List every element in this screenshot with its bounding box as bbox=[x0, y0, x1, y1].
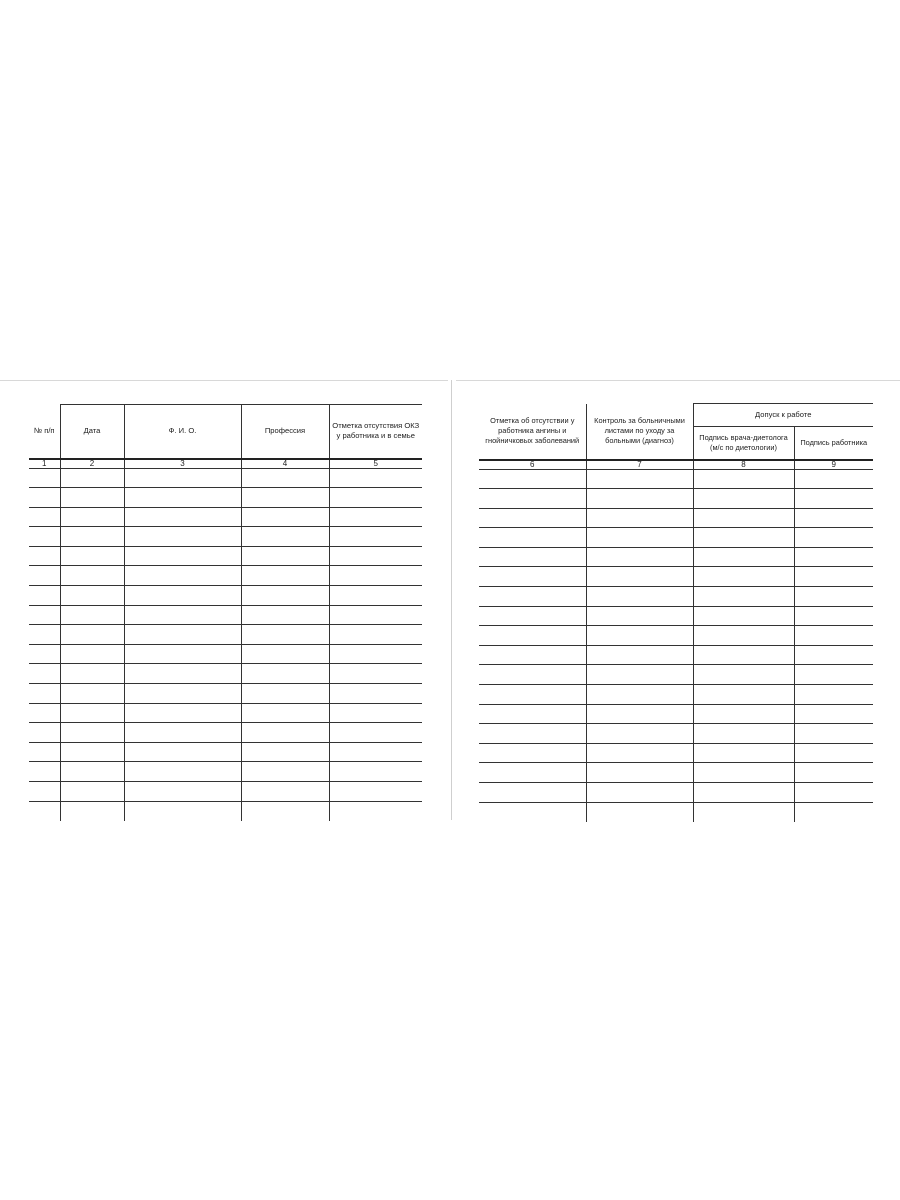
blank-cell bbox=[586, 665, 693, 685]
table-row bbox=[29, 468, 422, 488]
blank-cell bbox=[60, 507, 124, 527]
table-row bbox=[479, 508, 873, 528]
blank-cell bbox=[60, 782, 124, 802]
left-table-body bbox=[29, 468, 422, 821]
blank-cell bbox=[60, 546, 124, 566]
blank-cell bbox=[241, 782, 329, 802]
right-page-edge bbox=[456, 380, 900, 381]
blank-cell bbox=[29, 527, 60, 547]
table-row bbox=[29, 703, 422, 723]
blank-cell bbox=[479, 547, 586, 567]
blank-cell bbox=[29, 664, 60, 684]
column-number: 3 bbox=[124, 459, 241, 469]
blank-cell bbox=[241, 488, 329, 508]
blank-cell bbox=[479, 508, 586, 528]
column-number: 2 bbox=[60, 459, 124, 469]
blank-cell bbox=[794, 685, 873, 705]
column-number: 5 bbox=[329, 459, 422, 469]
table-row bbox=[29, 664, 422, 684]
blank-cell bbox=[29, 507, 60, 527]
blank-cell bbox=[794, 567, 873, 587]
blank-cell bbox=[794, 645, 873, 665]
blank-cell bbox=[794, 802, 873, 822]
table-row bbox=[479, 645, 873, 665]
table-row bbox=[29, 762, 422, 782]
blank-cell bbox=[60, 762, 124, 782]
blank-cell bbox=[693, 528, 794, 548]
blank-cell bbox=[29, 605, 60, 625]
header-dietitian-signature: Подпись врача-диетолога (м/с по диетологии) bbox=[693, 427, 794, 460]
blank-cell bbox=[329, 507, 422, 527]
blank-cell bbox=[29, 723, 60, 743]
column-number: 7 bbox=[586, 460, 693, 470]
blank-cell bbox=[693, 724, 794, 744]
left-page-edge bbox=[0, 380, 448, 381]
blank-cell bbox=[479, 587, 586, 607]
header-number: № п/п bbox=[29, 405, 60, 459]
blank-cell bbox=[124, 605, 241, 625]
blank-cell bbox=[329, 723, 422, 743]
blank-cell bbox=[479, 743, 586, 763]
blank-cell bbox=[693, 626, 794, 646]
blank-cell bbox=[29, 703, 60, 723]
blank-cell bbox=[241, 723, 329, 743]
blank-cell bbox=[794, 606, 873, 626]
table-row bbox=[29, 742, 422, 762]
blank-cell bbox=[693, 783, 794, 803]
blank-cell bbox=[329, 625, 422, 645]
header-worker-signature: Подпись работника bbox=[800, 437, 868, 447]
blank-cell bbox=[794, 626, 873, 646]
blank-cell bbox=[586, 724, 693, 744]
table-row bbox=[29, 566, 422, 586]
table-row bbox=[479, 626, 873, 646]
blank-cell bbox=[329, 546, 422, 566]
blank-cell bbox=[479, 685, 586, 705]
blank-cell bbox=[60, 664, 124, 684]
blank-cell bbox=[794, 665, 873, 685]
table-row bbox=[29, 586, 422, 606]
blank-cell bbox=[60, 566, 124, 586]
blank-cell bbox=[124, 801, 241, 821]
blank-cell bbox=[586, 489, 693, 509]
blank-cell bbox=[693, 704, 794, 724]
blank-cell bbox=[586, 508, 693, 528]
blank-cell bbox=[329, 801, 422, 821]
blank-cell bbox=[60, 684, 124, 704]
page-spine bbox=[451, 380, 452, 820]
column-number: 1 bbox=[29, 459, 60, 469]
table-row bbox=[479, 567, 873, 587]
blank-cell bbox=[693, 587, 794, 607]
blank-cell bbox=[479, 724, 586, 744]
blank-cell bbox=[794, 724, 873, 744]
blank-cell bbox=[29, 586, 60, 606]
blank-cell bbox=[329, 664, 422, 684]
blank-cell bbox=[29, 625, 60, 645]
blank-cell bbox=[693, 645, 794, 665]
blank-cell bbox=[241, 644, 329, 664]
table-row bbox=[479, 469, 873, 489]
blank-cell bbox=[693, 685, 794, 705]
header-full-name: Ф. И. О. bbox=[124, 405, 241, 459]
header-sick-leave-control: Контроль за больничными листами по уходу за больными (диагноз) bbox=[586, 404, 693, 460]
blank-cell bbox=[586, 743, 693, 763]
table-row bbox=[29, 507, 422, 527]
blank-cell bbox=[241, 546, 329, 566]
blank-cell bbox=[124, 566, 241, 586]
blank-cell bbox=[794, 547, 873, 567]
table-row bbox=[479, 587, 873, 607]
header-okz-mark: Отметка отсутствия ОКЗ у работника и в семье bbox=[329, 405, 422, 459]
header-profession: Профессия bbox=[241, 405, 329, 459]
blank-cell bbox=[794, 763, 873, 783]
blank-cell bbox=[794, 469, 873, 489]
blank-cell bbox=[693, 567, 794, 587]
blank-cell bbox=[60, 644, 124, 664]
table-row bbox=[29, 723, 422, 743]
blank-cell bbox=[693, 469, 794, 489]
table-row bbox=[479, 606, 873, 626]
table-row bbox=[29, 605, 422, 625]
blank-cell bbox=[329, 644, 422, 664]
blank-cell bbox=[794, 783, 873, 803]
blank-cell bbox=[60, 742, 124, 762]
table-row bbox=[479, 665, 873, 685]
table-row bbox=[29, 684, 422, 704]
right-page-table bbox=[479, 403, 873, 822]
blank-cell bbox=[60, 605, 124, 625]
blank-cell bbox=[586, 547, 693, 567]
table-row bbox=[479, 528, 873, 548]
blank-cell bbox=[29, 566, 60, 586]
header-angina-mark: Отметка об отсутствии у работника ангины и гнойничковых заболеваний bbox=[479, 404, 586, 460]
header-date: Дата bbox=[60, 405, 124, 459]
table-row bbox=[29, 488, 422, 508]
blank-cell bbox=[329, 566, 422, 586]
blank-cell bbox=[60, 586, 124, 606]
column-number: 6 bbox=[479, 460, 586, 470]
blank-cell bbox=[794, 489, 873, 509]
blank-cell bbox=[124, 703, 241, 723]
blank-cell bbox=[60, 488, 124, 508]
blank-cell bbox=[29, 742, 60, 762]
blank-cell bbox=[693, 489, 794, 509]
blank-cell bbox=[241, 703, 329, 723]
table-row bbox=[29, 527, 422, 547]
blank-cell bbox=[241, 684, 329, 704]
blank-cell bbox=[586, 626, 693, 646]
blank-cell bbox=[329, 703, 422, 723]
blank-cell bbox=[29, 684, 60, 704]
blank-cell bbox=[794, 528, 873, 548]
table-row bbox=[479, 802, 873, 822]
right-table-body bbox=[479, 469, 873, 822]
blank-cell bbox=[60, 723, 124, 743]
blank-cell bbox=[29, 468, 60, 488]
table-row bbox=[479, 704, 873, 724]
table-row bbox=[479, 763, 873, 783]
blank-cell bbox=[124, 644, 241, 664]
blank-cell bbox=[329, 742, 422, 762]
blank-cell bbox=[479, 606, 586, 626]
table-row bbox=[479, 547, 873, 567]
blank-cell bbox=[586, 587, 693, 607]
blank-cell bbox=[241, 742, 329, 762]
blank-cell bbox=[124, 782, 241, 802]
table-row bbox=[479, 685, 873, 705]
blank-cell bbox=[479, 626, 586, 646]
blank-cell bbox=[124, 546, 241, 566]
column-number: 8 bbox=[693, 460, 794, 470]
table-row bbox=[479, 783, 873, 803]
blank-cell bbox=[29, 762, 60, 782]
blank-cell bbox=[693, 665, 794, 685]
blank-cell bbox=[586, 763, 693, 783]
blank-cell bbox=[60, 703, 124, 723]
blank-cell bbox=[241, 566, 329, 586]
blank-cell bbox=[329, 684, 422, 704]
table-row bbox=[479, 743, 873, 763]
blank-cell bbox=[479, 763, 586, 783]
blank-cell bbox=[794, 704, 873, 724]
blank-cell bbox=[693, 547, 794, 567]
blank-cell bbox=[794, 743, 873, 763]
blank-cell bbox=[329, 762, 422, 782]
blank-cell bbox=[60, 625, 124, 645]
table-row bbox=[29, 782, 422, 802]
blank-cell bbox=[124, 468, 241, 488]
table-row bbox=[29, 546, 422, 566]
blank-cell bbox=[241, 527, 329, 547]
left-page-table bbox=[29, 404, 422, 821]
blank-cell bbox=[241, 762, 329, 782]
blank-cell bbox=[124, 664, 241, 684]
blank-cell bbox=[29, 546, 60, 566]
blank-cell bbox=[479, 783, 586, 803]
blank-cell bbox=[124, 527, 241, 547]
journal-spread bbox=[0, 380, 900, 820]
blank-cell bbox=[241, 664, 329, 684]
blank-cell bbox=[693, 508, 794, 528]
blank-cell bbox=[693, 606, 794, 626]
blank-cell bbox=[479, 645, 586, 665]
blank-cell bbox=[693, 763, 794, 783]
blank-cell bbox=[124, 507, 241, 527]
blank-cell bbox=[124, 488, 241, 508]
table-row bbox=[479, 724, 873, 744]
blank-cell bbox=[29, 801, 60, 821]
blank-cell bbox=[479, 469, 586, 489]
column-number: 4 bbox=[241, 459, 329, 469]
blank-cell bbox=[586, 783, 693, 803]
blank-cell bbox=[329, 488, 422, 508]
blank-cell bbox=[124, 625, 241, 645]
blank-cell bbox=[479, 528, 586, 548]
blank-cell bbox=[693, 743, 794, 763]
table-row bbox=[29, 644, 422, 664]
blank-cell bbox=[124, 723, 241, 743]
blank-cell bbox=[124, 684, 241, 704]
blank-cell bbox=[586, 606, 693, 626]
blank-cell bbox=[586, 469, 693, 489]
table-row bbox=[29, 625, 422, 645]
blank-cell bbox=[586, 685, 693, 705]
table-row bbox=[29, 801, 422, 821]
blank-cell bbox=[329, 468, 422, 488]
blank-cell bbox=[586, 802, 693, 822]
blank-cell bbox=[693, 802, 794, 822]
blank-cell bbox=[586, 704, 693, 724]
table-row bbox=[479, 489, 873, 509]
blank-cell bbox=[479, 567, 586, 587]
blank-cell bbox=[329, 782, 422, 802]
blank-cell bbox=[241, 468, 329, 488]
blank-cell bbox=[586, 645, 693, 665]
blank-cell bbox=[241, 625, 329, 645]
blank-cell bbox=[586, 528, 693, 548]
blank-cell bbox=[586, 567, 693, 587]
blank-cell bbox=[241, 605, 329, 625]
header-work-admission: Допуск к работе bbox=[693, 404, 873, 427]
blank-cell bbox=[479, 802, 586, 822]
blank-cell bbox=[124, 586, 241, 606]
blank-cell bbox=[241, 801, 329, 821]
blank-cell bbox=[794, 508, 873, 528]
blank-cell bbox=[124, 762, 241, 782]
blank-cell bbox=[124, 742, 241, 762]
blank-cell bbox=[329, 527, 422, 547]
blank-cell bbox=[241, 507, 329, 527]
blank-cell bbox=[60, 468, 124, 488]
blank-cell bbox=[29, 644, 60, 664]
blank-cell bbox=[241, 586, 329, 606]
blank-cell bbox=[29, 782, 60, 802]
blank-cell bbox=[329, 605, 422, 625]
blank-cell bbox=[329, 586, 422, 606]
blank-cell bbox=[29, 488, 60, 508]
column-number: 9 bbox=[794, 460, 873, 470]
blank-cell bbox=[60, 527, 124, 547]
blank-cell bbox=[479, 704, 586, 724]
blank-cell bbox=[794, 587, 873, 607]
blank-cell bbox=[479, 665, 586, 685]
blank-cell bbox=[60, 801, 124, 821]
blank-cell bbox=[479, 489, 586, 509]
